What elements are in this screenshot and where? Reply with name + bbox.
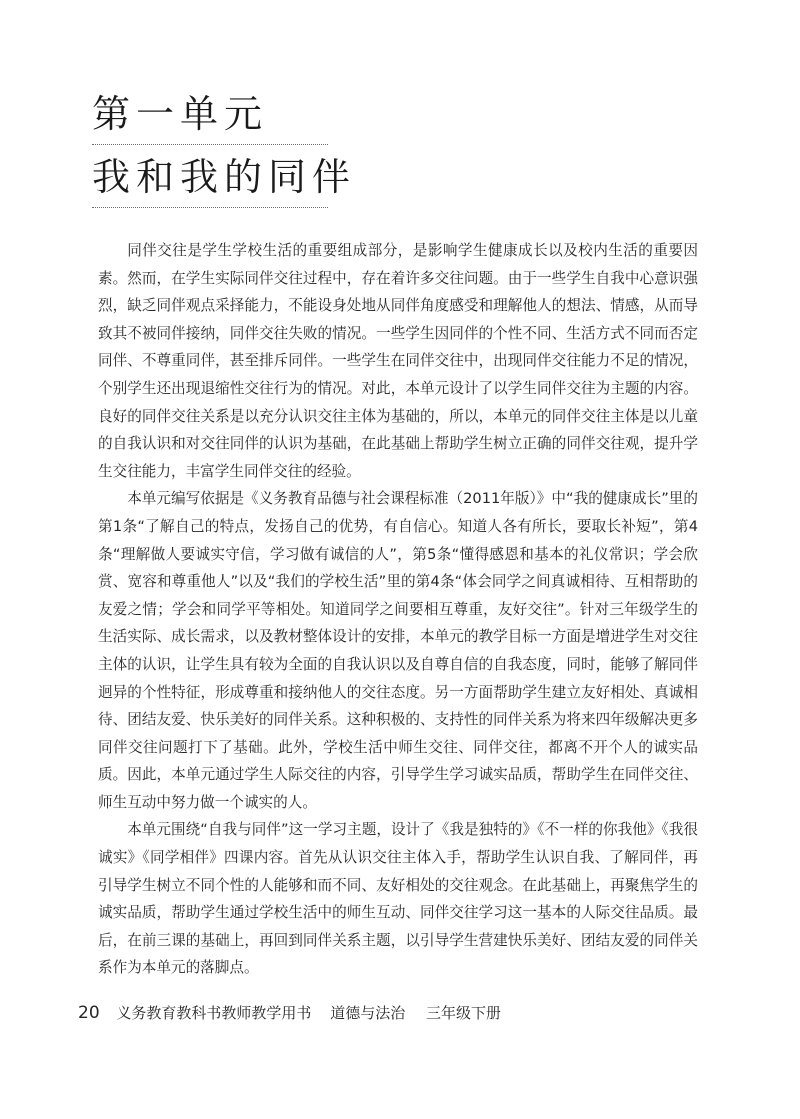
unit-number: 第一单元 (92, 90, 328, 145)
paragraph: 同伴交往是学生学校生活的重要组成部分，是影响学生健康成长以及校内生活的重要因素。然而，在学生实际同伴交往过程中，存在着许多交往问题。由于一些学生自我中心意识强烈，缺乏同伴观点采择能力，不能设身处地从同伴角度感受和理解他人的想法、情感，从而导致其不被同伴接纳，同伴交往失败的情况。一些学生因同伴的个性不同、生活方式不同而否定同伴、不尊重同伴，甚至排斥同伴。一些学生在同伴交往中，出现同伴交往能力不足的情况，个别学生还出现退缩性交往行为的情况。对此，本单元设计了以学生同伴交往为主题的内容。良好的同伴交往关系是以充分认识交往主体为基础的，所以，本单元的同伴交往主体是以儿童的自我认识和对交往同伴的认识为基础，在此基础上帮助学生树立正确的同伴交往观，提升学生交往能力，丰富学生同伴交往的经验。 (98, 242, 698, 480)
body-text (98, 237, 698, 982)
paragraph: 本单元围绕“自我与同伴”这一学习主题，设计了《我是独特的》《不一样的你我他》《我很诚实》《同学相伴》四课内容。首先从认识交往主体入手，帮助学生认识自我、了解同伴，再引导学生树立不同个性的人能够和而不同、友好相处的交往观念。在此基础上，再聚焦学生的诚实品质，帮助学生通过学校生活中的师生互动、同伴交往学习这一基本的人际交往品质。最后，在前三课的基础上，再回到同伴关系主题，以引导学生营建快乐美好、团结友爱的同伴关系作为本单元的落脚点。 (98, 821, 698, 977)
unit-header (92, 90, 357, 208)
book-title: 义务教育教科书教师教学用书 (116, 1004, 312, 1022)
grade-label: 三年级下册 (426, 1004, 502, 1022)
page-footer (78, 1002, 501, 1023)
page-number: 20 (78, 1003, 100, 1023)
subject-label: 道德与法治 (330, 1004, 406, 1022)
paragraph: 本单元编写依据是《义务教育品德与社会课程标准（2011年版）》中“我的健康成长”里的第1条“了解自己的特点，发扬自己的优势，有自信心。知道人各有所长，要取长补短”，第4条“理解做人要诚实守信，学习做有诚信的人”，第5条“懂得感恩和基本的礼仪常识；学会欣赏、宽容和尊重他人”以及“我们的学校生活”里的第4条“体会同学之间真诚相待、互相帮助的友爱之情；学会和同学平等相处。知道同学之间要相互尊重，友好交往”。针对三年级学生的生活实际、成长需求，以及教材整体设计的安排，本单元的教学目标一方面是增进学生对交往主体的认识，让学生具有较为全面的自我认识以及自尊自信的自我态度，同时，能够了解同伴迥异的个性特征，形成尊重和接纳他人的交往态度。另一方面帮助学生建立友好相处、真诚相待、团结友爱、快乐美好的同伴关系。这种积极的、支持性的同伴关系为将来四年级解决更多同伴交往问题打下了基础。此外，学校生活中师生交往、同伴交往，都离不开个人的诚实品质。因此，本单元通过学生人际交往的内容，引导学生学习诚实品质，帮助学生在同伴交往、师生互动中努力做一个诚实的人。 (98, 490, 698, 811)
unit-title: 我和我的同伴 (92, 153, 328, 208)
